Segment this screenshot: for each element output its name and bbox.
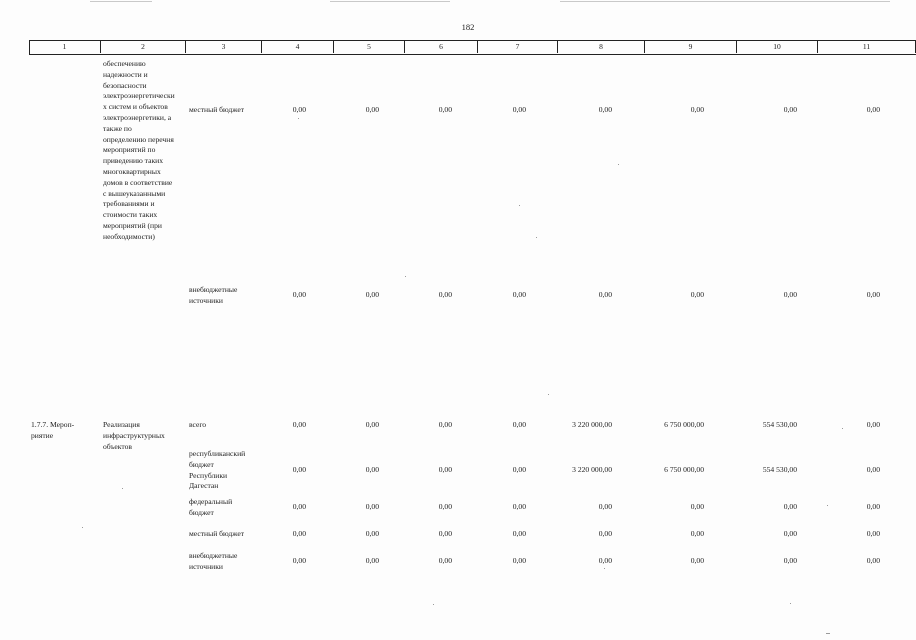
item-description: инфраструктурных (103, 430, 165, 440)
funding-source: источники (189, 295, 223, 305)
funding-source: внебюджетные (189, 551, 238, 560)
value-col-4: 0,00 (292, 556, 306, 565)
value-col-10: 554 530,00 (762, 420, 797, 429)
value-col-9: 6 750 000,00 (664, 420, 704, 429)
funding-source: источники (189, 561, 223, 571)
value-col-6: 0,00 (438, 556, 452, 565)
item-description: многоквартирных (103, 167, 161, 176)
column-header-10: 10 (737, 40, 818, 53)
item-description: стоимости таких (103, 210, 158, 220)
column-header-5: 5 (334, 40, 405, 53)
value-col-6: 0,00 (438, 502, 452, 511)
value-col-11: 0,00 (866, 105, 880, 114)
value-col-9: 0,00 (690, 502, 704, 511)
column-header-4: 4 (262, 40, 334, 53)
item-description: Реализация (103, 420, 140, 429)
item-description: безопасности (103, 80, 147, 90)
column-header-6: 6 (405, 40, 478, 53)
value-col-11: 0,00 (866, 290, 880, 299)
value-col-6: 0,00 (438, 290, 452, 299)
value-col-4: 0,00 (292, 465, 306, 474)
column-header-9: 9 (645, 40, 737, 53)
value-col-10: 0,00 (783, 290, 797, 299)
funding-source: бюджет (189, 507, 214, 517)
scan-edge-mark (560, 1, 890, 2)
column-header-3: 3 (186, 40, 262, 53)
value-col-7: 0,00 (512, 420, 526, 429)
value-col-7: 0,00 (512, 290, 526, 299)
item-description: необходимости) (103, 231, 155, 241)
value-col-9: 0,00 (690, 290, 704, 299)
item-description: мероприятий по (103, 145, 156, 155)
value-col-5: 0,00 (365, 465, 379, 474)
item-description: с вышеуказанными (103, 188, 166, 198)
value-col-8: 0,00 (598, 105, 612, 114)
value-col-7: 0,00 (512, 529, 526, 538)
value-col-10: 0,00 (783, 502, 797, 511)
column-header-7: 7 (478, 40, 558, 53)
funding-source: республиканский (189, 449, 246, 458)
value-col-6: 0,00 (438, 105, 452, 114)
item-description: приведению таких (103, 156, 164, 166)
value-col-8: 3 220 000,00 (572, 420, 612, 429)
scan-edge-mark (90, 1, 152, 2)
value-col-9: 0,00 (690, 529, 704, 538)
item-code: риятие (31, 430, 54, 440)
value-col-7: 0,00 (512, 556, 526, 565)
item-description: надежности и (103, 69, 148, 79)
funding-source: бюджет (189, 459, 214, 469)
value-col-6: 0,00 (438, 529, 452, 538)
column-header-1: 1 (29, 40, 101, 53)
value-col-5: 0,00 (365, 105, 379, 114)
funding-source: внебюджетные (189, 285, 238, 294)
value-col-6: 0,00 (438, 420, 452, 429)
value-col-7: 0,00 (512, 465, 526, 474)
funding-source: местный бюджет (189, 105, 245, 114)
value-col-9: 0,00 (690, 556, 704, 565)
value-col-8: 0,00 (598, 556, 612, 565)
value-col-8: 3 220 000,00 (572, 465, 612, 474)
value-col-5: 0,00 (365, 529, 379, 538)
value-col-9: 0,00 (690, 105, 704, 114)
value-col-11: 0,00 (866, 556, 880, 565)
item-description: домов в соответствие (103, 177, 173, 187)
value-col-10: 0,00 (783, 556, 797, 565)
value-col-10: 0,00 (783, 105, 797, 114)
item-description: определению перечня (103, 134, 174, 144)
item-description: объектов (103, 441, 132, 451)
value-col-11: 0,00 (866, 502, 880, 511)
value-col-4: 0,00 (292, 420, 306, 429)
funding-source: Дагестан (189, 481, 219, 491)
value-col-9: 6 750 000,00 (664, 465, 704, 474)
item-code: 1.7.7. Мероп- (31, 420, 75, 429)
value-col-4: 0,00 (292, 502, 306, 511)
value-col-11: 0,00 (866, 420, 880, 429)
value-col-5: 0,00 (365, 290, 379, 299)
funding-source: федеральный (189, 497, 233, 506)
value-col-7: 0,00 (512, 105, 526, 114)
value-col-10: 554 530,00 (762, 465, 797, 474)
item-description: электроэнергетически (103, 91, 175, 101)
page-number: 182 (461, 22, 475, 32)
value-col-8: 0,00 (598, 290, 612, 299)
value-col-4: 0,00 (292, 290, 306, 299)
item-description: х систем и объектов (103, 102, 168, 112)
value-col-11: 0,00 (866, 465, 880, 474)
column-header-11: 11 (818, 40, 916, 53)
item-description: также по (103, 123, 132, 133)
value-col-8: 0,00 (598, 502, 612, 511)
funding-source: всего (189, 420, 207, 429)
funding-source: местный бюджет (189, 529, 245, 538)
value-col-5: 0,00 (365, 420, 379, 429)
item-description: мероприятий (при (103, 221, 162, 230)
value-col-6: 0,00 (438, 465, 452, 474)
value-col-5: 0,00 (365, 556, 379, 565)
item-description: электроэнергетики, а (103, 113, 172, 122)
value-col-10: 0,00 (783, 529, 797, 538)
value-col-11: 0,00 (866, 529, 880, 538)
value-col-4: 0,00 (292, 105, 306, 114)
value-col-5: 0,00 (365, 502, 379, 511)
value-col-8: 0,00 (598, 529, 612, 538)
value-col-4: 0,00 (292, 529, 306, 538)
value-col-7: 0,00 (512, 502, 526, 511)
scan-edge-mark (330, 1, 450, 2)
column-header-2: 2 (101, 40, 186, 53)
item-description: обеспечению (103, 59, 146, 68)
item-description: требованиями и (103, 199, 155, 209)
funding-source: Республики (189, 470, 228, 480)
column-header-8: 8 (558, 40, 645, 53)
